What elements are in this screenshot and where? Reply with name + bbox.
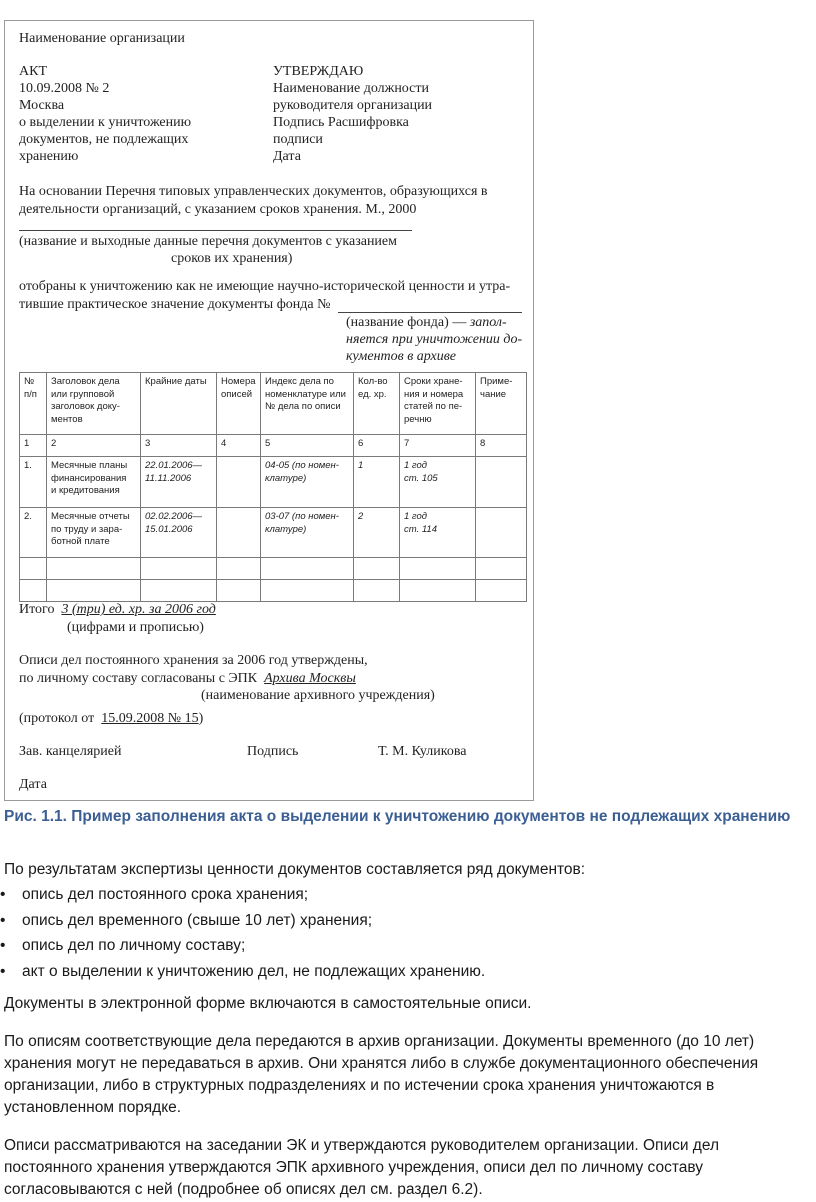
approve-date: Дата: [273, 149, 301, 164]
bullet-icon: •: [0, 886, 6, 903]
protocol-line: (протокол от 15.09.2008 № 15): [19, 711, 204, 726]
fund-number-underline: [338, 312, 522, 313]
act-title-line-3: хранению: [19, 149, 79, 164]
table-row: [20, 508, 527, 558]
header-cell: Индекс дела по номенклатуре или № дела по описи: [261, 373, 354, 435]
header-cell: Кол-во ед. хр.: [354, 373, 400, 435]
approve-head: руководителя организации: [273, 98, 433, 113]
row-terms: 1 год ст. 105: [400, 457, 476, 508]
bullet-icon: •: [0, 937, 6, 954]
document-list: [0, 884, 485, 986]
paragraph-transfer: По описям соответствующие дела передаются в архив организации. Документы временного (до 10 лет) хранения могут не передаваться в архив. Они хранятся либо в службе документационного обеспечения организации, либо в структурных подразделениях и по истечении срока хранения уничтожаются в установленном порядке.: [4, 1033, 759, 1116]
figure-caption: Рис. 1.1. Пример заполнения акта о выделении к уничтожению документов не подлежащих хранению: [4, 808, 791, 825]
inventories-line-1: Описи дел постоянного хранения за 2006 год утверждены,: [19, 653, 368, 668]
row-note: [476, 457, 527, 508]
fund-note-2: няется при уничтожении до-: [346, 332, 523, 347]
inventories-line-2: по личному составу согласованы с ЭПК Архива Москвы: [19, 671, 356, 686]
row-inventory: [217, 508, 261, 558]
header-cell: Заголовок дела или групповой заголовок доку- ментов: [47, 373, 141, 435]
list-item: • опись дел постоянного срока хранения;: [0, 884, 485, 910]
head-name: Т. М. Куликова: [378, 744, 467, 759]
paragraph-review: Описи рассматриваются на заседании ЭК и утверждаются руководителем организации. Описи дел постоянного хранения утверждаются ЭПК архивного учреждения, описи дел по личному составу согласовываются с ней (подробнее об описях дел см. раздел 6.2).: [4, 1137, 720, 1198]
row-note: [476, 508, 527, 558]
fund-note-1: (название фонда) — запол-: [346, 315, 507, 330]
approve-position: Наименование должности: [273, 81, 429, 96]
row-terms: 1 год ст. 114: [400, 508, 476, 558]
row-number: 2.: [20, 508, 47, 558]
number-cell: 2: [47, 435, 141, 457]
row-title: Месячные планы финансирования и кредитования: [47, 457, 141, 508]
basis-underline: [19, 230, 412, 231]
number-cell: 5: [261, 435, 354, 457]
approve-signature: Подпись Расшифровка: [273, 115, 409, 130]
total-line: Итого 3 (три) ед. хр. за 2006 год: [19, 602, 216, 617]
basis-note-1: (название и выходные данные перечня документов с указанием: [19, 234, 397, 249]
basis-line-1: На основании Перечня типовых управленческих документов, образующихся в: [19, 184, 488, 199]
list-item: • опись дел временного (свыше 10 лет) хранения;: [0, 910, 485, 936]
row-index: 04-05 (по номен- клатуре): [261, 457, 354, 508]
signature-label: Подпись: [247, 744, 299, 759]
table-empty-row: [20, 558, 527, 580]
intro-text: По результатам экспертизы ценности документов составляется ряд документов:: [4, 861, 586, 878]
act-date-number: 10.09.2008 № 2: [19, 81, 110, 96]
bullet-icon: •: [0, 911, 6, 929]
archive-note: (наименование архивного учреждения): [201, 688, 435, 703]
fund-note-3: кументов в архиве: [346, 349, 456, 364]
header-cell: Крайние даты: [141, 373, 217, 435]
list-item: • акт о выделении к уничтожению дел, не подлежащих хранению.: [0, 961, 485, 987]
number-cell: 4: [217, 435, 261, 457]
destruction-table: [19, 372, 527, 602]
table-empty-row: [20, 580, 527, 602]
act-label: АКТ: [19, 64, 47, 79]
bullet-icon: •: [0, 962, 6, 980]
basis-line-2: деятельности организаций, с указанием сроков хранения. М., 2000: [19, 202, 417, 217]
row-qty: 1: [354, 457, 400, 508]
total-note: (цифрами и прописью): [67, 620, 204, 635]
row-dates: 22.01.2006— 11.11.2006: [141, 457, 217, 508]
header-cell: Сроки хране- ния и номера статей по пе- речню: [400, 373, 476, 435]
row-inventory: [217, 457, 261, 508]
selected-line-1: отобраны к уничтожению как не имеющие научно-исторической ценности и утра-: [19, 279, 511, 294]
header-cell: Приме- чание: [476, 373, 527, 435]
number-cell: 7: [400, 435, 476, 457]
row-index: 03-07 (по номен- клатуре): [261, 508, 354, 558]
number-cell: 8: [476, 435, 527, 457]
act-form-image: [4, 20, 534, 801]
approve-signature-2: подписи: [273, 132, 323, 147]
header-cell: Номера описей: [217, 373, 261, 435]
row-qty: 2: [354, 508, 400, 558]
head-label: Зав. канцелярией: [19, 744, 122, 759]
row-dates: 02.02.2006— 15.01.2006: [141, 508, 217, 558]
act-city: Москва: [19, 98, 65, 113]
paragraph-electronic: Документы в электронной форме включаются в самостоятельные описи.: [4, 995, 532, 1012]
number-cell: 3: [141, 435, 217, 457]
table-number-row: [20, 435, 527, 457]
date-label: Дата: [19, 777, 47, 792]
selected-line-2: тившие практическое значение документы фонда №: [19, 297, 331, 312]
act-title-line-2: документов, не подлежащих: [19, 132, 189, 147]
list-item: • опись дел по личному составу;: [0, 935, 485, 961]
number-cell: 1: [20, 435, 47, 457]
header-cell: № п/п: [20, 373, 47, 435]
row-title: Месячные отчеты по труду и зара- ботной плате: [47, 508, 141, 558]
approve-label: УТВЕРЖДАЮ: [273, 64, 364, 79]
table-header-row: [20, 373, 527, 435]
org-name: Наименование организации: [19, 31, 185, 46]
number-cell: 6: [354, 435, 400, 457]
act-title-line-1: о выделении к уничтожению: [19, 115, 192, 130]
row-number: 1.: [20, 457, 47, 508]
table-row: [20, 457, 527, 508]
basis-note-2: сроков их хранения): [171, 251, 293, 266]
